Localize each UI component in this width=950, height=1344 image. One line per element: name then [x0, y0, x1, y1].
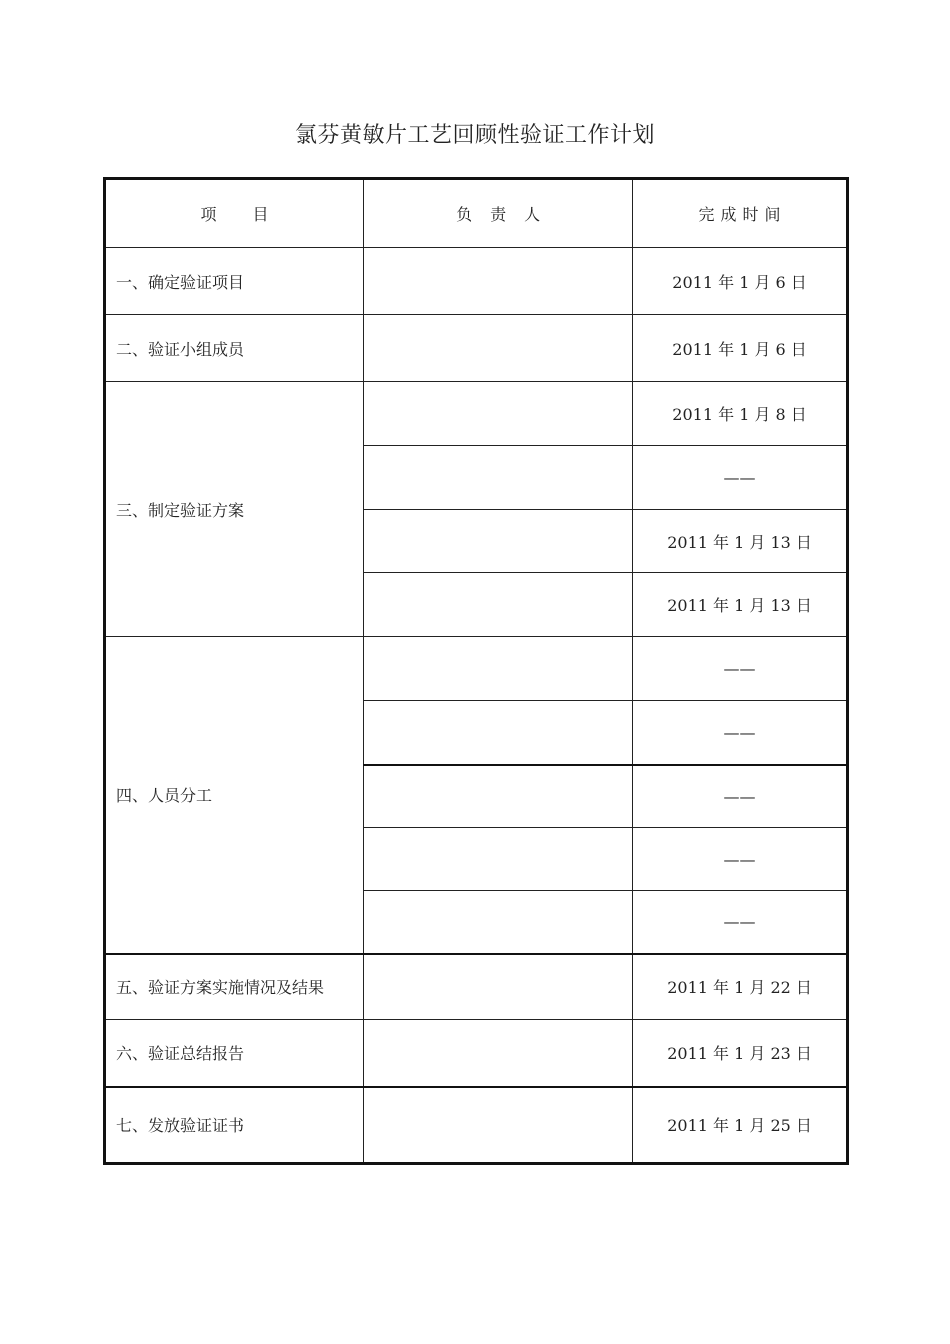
table-row — [105, 248, 848, 315]
date-cell: 2011 年 1 月 8 日 — [633, 382, 848, 446]
item-cell: 二、验证小组成员 — [105, 315, 364, 382]
person-cell — [364, 765, 633, 828]
item-cell: 一、确定验证项目 — [105, 248, 364, 315]
person-cell — [364, 828, 633, 891]
work-plan-table — [103, 177, 849, 1165]
item-cell: 四、人员分工 — [105, 637, 364, 954]
table-row — [105, 954, 848, 1020]
table-row — [105, 1087, 848, 1164]
person-cell — [364, 382, 633, 446]
table-row — [105, 637, 848, 701]
person-cell — [364, 248, 633, 315]
date-cell: 2011 年 1 月 6 日 — [633, 315, 848, 382]
date-cell: 2011 年 1 月 13 日 — [633, 510, 848, 573]
header-time: 完成时间 — [633, 179, 848, 248]
item-cell: 五、验证方案实施情况及结果 — [105, 954, 364, 1020]
date-cell: 2011 年 1 月 22 日 — [633, 954, 848, 1020]
date-cell: —— — [633, 828, 848, 891]
header-item: 项目 — [105, 179, 364, 248]
date-cell: 2011 年 1 月 6 日 — [633, 248, 848, 315]
item-cell: 六、验证总结报告 — [105, 1020, 364, 1087]
person-cell — [364, 315, 633, 382]
person-cell — [364, 1087, 633, 1164]
date-cell: —— — [633, 701, 848, 765]
table-row — [105, 315, 848, 382]
person-cell — [364, 891, 633, 954]
person-cell — [364, 446, 633, 510]
date-cell: —— — [633, 637, 848, 701]
date-cell: —— — [633, 765, 848, 828]
person-cell — [364, 637, 633, 701]
header-person: 负责人 — [364, 179, 633, 248]
date-cell: 2011 年 1 月 13 日 — [633, 573, 848, 637]
table-header-row — [105, 179, 848, 248]
table-row — [105, 382, 848, 446]
date-cell: —— — [633, 446, 848, 510]
date-cell: 2011 年 1 月 25 日 — [633, 1087, 848, 1164]
date-cell: 2011 年 1 月 23 日 — [633, 1020, 848, 1087]
person-cell — [364, 510, 633, 573]
person-cell — [364, 954, 633, 1020]
document-title: 氯芬黄敏片工艺回顾性验证工作计划 — [294, 123, 655, 148]
item-cell: 七、发放验证证书 — [105, 1087, 364, 1164]
item-cell: 三、制定验证方案 — [105, 382, 364, 637]
person-cell — [364, 573, 633, 637]
date-cell: —— — [633, 891, 848, 954]
person-cell — [364, 701, 633, 765]
table-row — [105, 1020, 848, 1087]
person-cell — [364, 1020, 633, 1087]
